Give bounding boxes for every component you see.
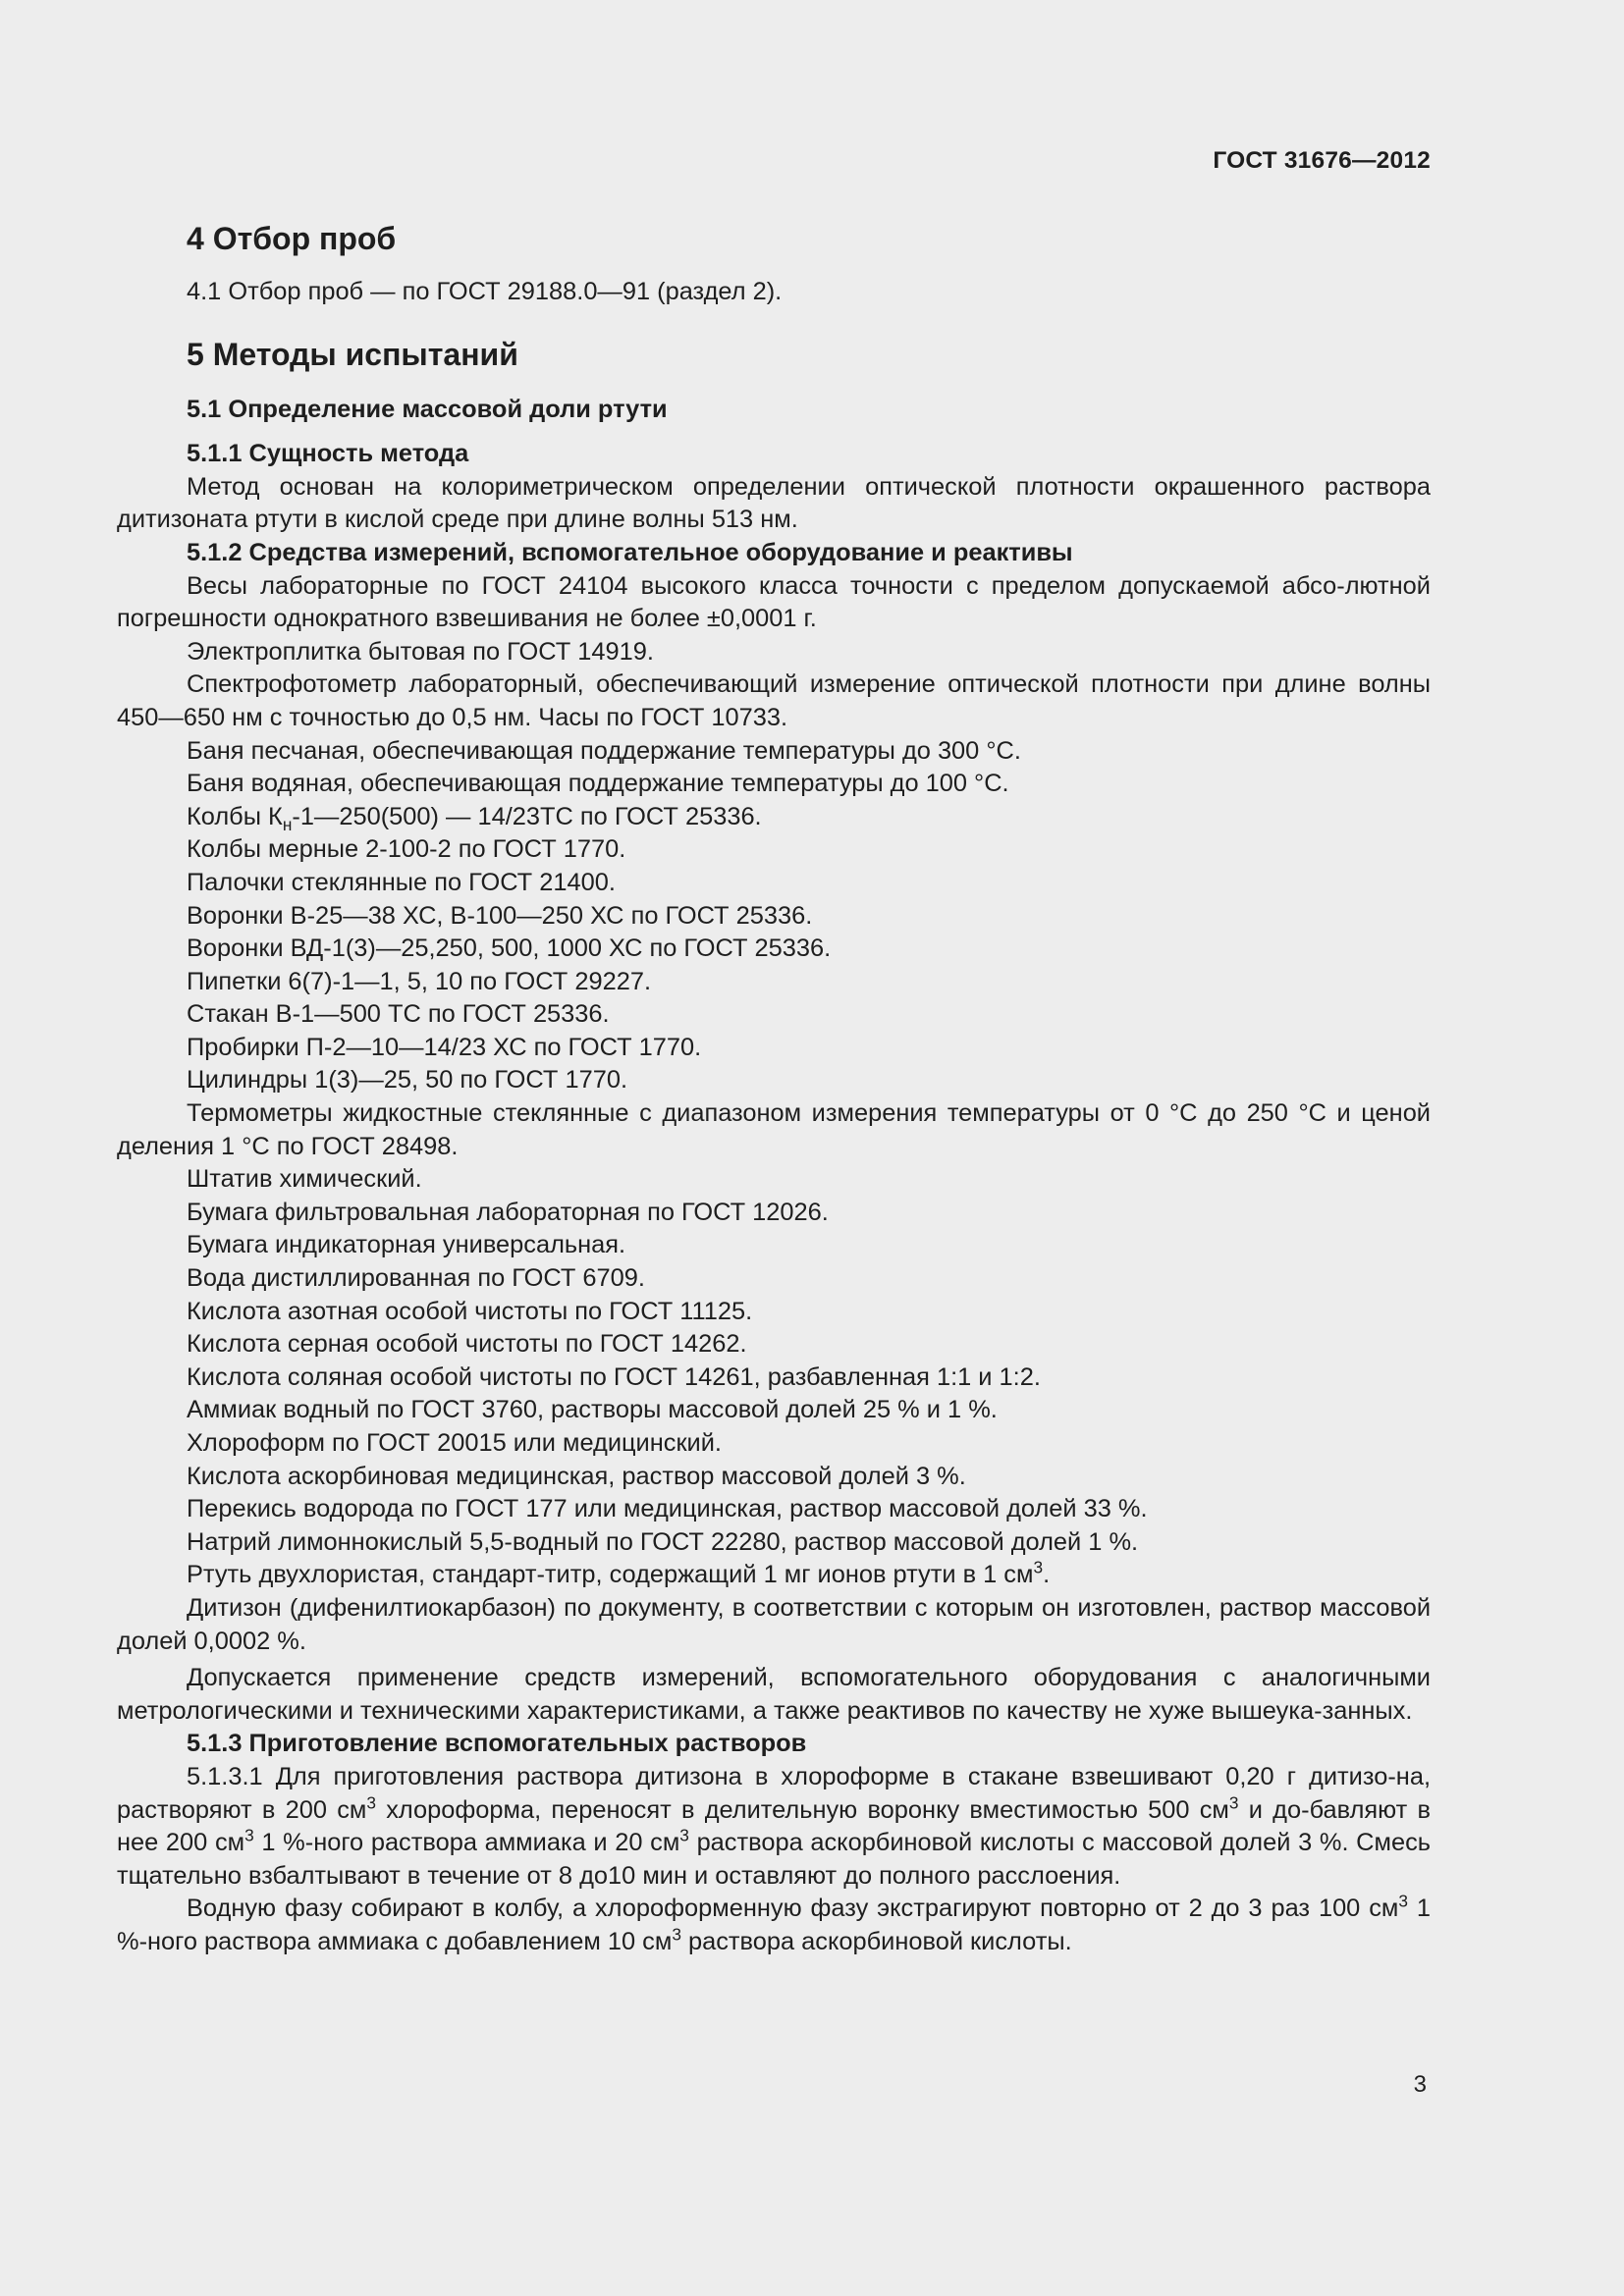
document-code: ГОСТ 31676—2012 (1213, 147, 1431, 174)
list-item: Бумага фильтровальная лабораторная по ГОСТ 12026. (187, 1198, 829, 1226)
text-run: 1 %-ного раствора аммиака с добавлением 10 см (117, 1895, 1431, 1955)
page-number: 3 (1413, 2071, 1427, 2098)
superscript: 3 (1228, 1792, 1239, 1813)
list-item-dithizone: Дитизон (дифенилтиокарбазон) по документу, в соответствии с которым он изготовлен, раствор массовой долей 0,0002 %. (117, 1593, 1431, 1655)
subsection-5-1-1-heading: 5.1.1 Сущность метода (187, 440, 469, 468)
section-4-heading: 4 Отбор проб (187, 221, 397, 256)
flask-text-end: -1—250(500) — 14/23ТС по ГОСТ 25336. (292, 802, 762, 830)
list-item: Цилиндры 1(3)—25, 50 по ГОСТ 1770. (187, 1066, 628, 1095)
superscript: 3 (244, 1825, 254, 1845)
list-item-mercury (117, 1559, 1431, 1592)
text-run: хлороформа, переносят в делительную воронку вместимостью 500 см (375, 1795, 1229, 1824)
list-item: Штатив химический. (187, 1165, 422, 1194)
mercury-text-end: . (1043, 1561, 1051, 1589)
list-item-flasks (117, 801, 1431, 834)
text-run: и до-бавляют в нее 200 см (117, 1795, 1431, 1857)
list-item: Стакан В-1—500 ТС по ГОСТ 25336. (187, 1000, 610, 1029)
flask-subscript: н (282, 814, 293, 834)
text-run: Водную фазу собирают в колбу, а хлороформенную фазу экстрагируют повторно от 2 до 3 раз 100 см (187, 1895, 1399, 1923)
list-item: Кислота соляная особой чистоты по ГОСТ 14261, разбавленная 1:1 и 1:2. (187, 1362, 1041, 1391)
mercury-text: Ртуть двухлористая, стандарт-титр, содержащий 1 мг ионов ртути в 1 см (187, 1561, 1034, 1589)
list-item: Весы лабораторные по ГОСТ 24104 высокого класса точности с пределом допускаемой абсо-лютной погрешности однократного взвешивания не более ±0,0001 г. (117, 571, 1431, 633)
section-5-heading: 5 Методы испытаний (187, 336, 518, 372)
paragraph-4-1: 4.1 Отбор проб — по ГОСТ 29188.0—91 (раздел 2). (187, 278, 783, 305)
list-item: Вода дистиллированная по ГОСТ 6709. (187, 1264, 645, 1293)
list-item: Натрий лимоннокислый 5,5-водный по ГОСТ 22280, раствор массовой долей 1 %. (187, 1527, 1139, 1556)
subsection-5-1-2-heading: 5.1.2 Средства измерений, вспомогательное оборудование и реактивы (187, 538, 1073, 566)
mercury-superscript: 3 (1033, 1557, 1044, 1577)
text-run: раствора аскорбиновой кислоты. (680, 1927, 1072, 1955)
document-page (117, 0, 1431, 2296)
list-item: Баня песчаная, обеспечивающая поддержание температуры до 300 °С. (187, 736, 1021, 765)
paragraph-5-1-1: Метод основан на колориметрическом определении оптической плотности окрашенного раствора дитизоната ртути в кислой среде при длине волны 513 нм. (117, 472, 1431, 534)
superscript: 3 (1398, 1891, 1408, 1911)
list-item: Электроплитка бытовая по ГОСТ 14919. (187, 637, 654, 666)
list-item: Баня водяная, обеспечивающая поддержание температуры до 100 °С. (187, 770, 1009, 798)
paragraph-allowed: Допускается применение средств измерений, вспомогательного оборудования с аналогичными метрологическими и техническими характеристиками, а также реактивов по качеству не хуже вышеука-занных. (117, 1664, 1431, 1725)
text-run: 1 %-ного раствора аммиака и 20 см (253, 1829, 680, 1857)
list-item: Воронки ВД-1(3)—25,250, 500, 1000 ХС по ГОСТ 25336. (187, 934, 832, 963)
list-item: Хлороформ по ГОСТ 20015 или медицинский. (187, 1429, 722, 1457)
list-item: Пробирки П-2—10—14/23 ХС по ГОСТ 1770. (187, 1033, 702, 1061)
superscript: 3 (679, 1825, 689, 1845)
list-item: Термометры жидкостные стеклянные с диапазоном измерения температуры от 0 °С до 250 °С и ценой деления 1 °С по ГОСТ 28498. (117, 1099, 1431, 1160)
subsection-5-1-heading: 5.1 Определение массовой доли ртути (187, 395, 668, 423)
paragraph-5-1-3-1 (117, 1761, 1431, 1893)
list-item: Спектрофотометр лабораторный, обеспечивающий измерение оптической плотности при длине волны 450—650 нм с точностью до 0,5 нм. Часы по ГОСТ 10733. (117, 670, 1431, 731)
list-item: Воронки В-25—38 ХС, В-100—250 ХС по ГОСТ 25336. (187, 901, 813, 930)
paragraph-water-phase (117, 1893, 1431, 1958)
subsection-5-1-3-heading: 5.1.3 Приготовление вспомогательных растворов (187, 1730, 807, 1758)
document-body (117, 219, 1431, 1959)
flask-text-start: Колбы К (187, 802, 283, 830)
list-item: Пипетки 6(7)-1—1, 5, 10 по ГОСТ 29227. (187, 967, 652, 995)
text-run: раствора аскорбиновой кислоты с массовой долей 3 %. Смесь тщательно взбалтывают в течение от 8 до10 мин и оставляют до полного расслоения. (117, 1829, 1431, 1890)
list-item: Колбы мерные 2-100-2 по ГОСТ 1770. (187, 835, 626, 864)
list-item: Перекись водорода по ГОСТ 177 или медицинская, раствор массовой долей 33 %. (187, 1495, 1148, 1523)
superscript: 3 (366, 1792, 376, 1813)
list-item: Палочки стеклянные по ГОСТ 21400. (187, 868, 616, 896)
text-run: 5.1.3.1 Для приготовления раствора дитизона в хлороформе в стакане взвешивают 0,20 г дитизо-на, растворяют в 200 см (117, 1762, 1431, 1824)
list-item: Кислота серная особой чистоты по ГОСТ 14262. (187, 1330, 747, 1359)
list-item: Аммиак водный по ГОСТ 3760, растворы массовой долей 25 % и 1 %. (187, 1396, 998, 1424)
list-item: Кислота азотная особой чистоты по ГОСТ 11125. (187, 1297, 753, 1325)
list-item: Кислота аскорбиновая медицинская, раствор массовой долей 3 %. (187, 1462, 966, 1490)
list-item: Бумага индикаторная универсальная. (187, 1231, 626, 1259)
superscript: 3 (672, 1924, 681, 1945)
